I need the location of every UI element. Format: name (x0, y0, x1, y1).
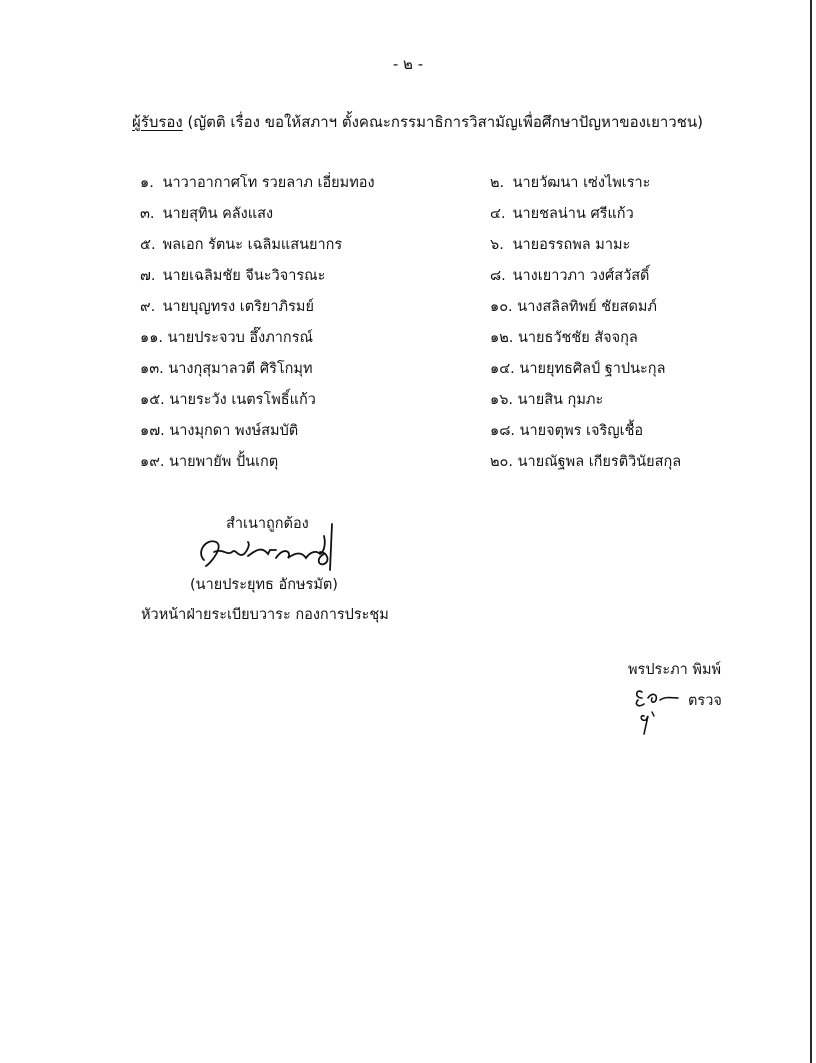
endorser-number: ๖. (490, 237, 504, 253)
endorser-number: ๑๐. (490, 299, 513, 315)
endorser-name: นายประจวบ อึ๊งภากรณ์ (167, 330, 313, 346)
endorser-number: ๙. (140, 299, 156, 315)
heading-label: ผู้รับรอง (132, 113, 183, 131)
typist-line: พรประภา พิมพ์ (628, 662, 722, 678)
signer-title: หัวหน้าฝ่ายระเบียบวาระ กองการประชุม (141, 607, 389, 623)
heading-text: (ญัตติ เรื่อง ขอให้สภาฯ ตั้งคณะกรรมาธิการวิสามัญเพื่อศึกษาปัญหาของเยาวชน) (187, 113, 703, 131)
scan-edge-line (810, 0, 812, 1063)
endorser-item (140, 203, 375, 234)
endorser-name: นายสิน กุมภะ (517, 392, 604, 408)
endorser-name: นายธวัชชัย สัจจกุล (517, 330, 638, 346)
endorser-item (490, 296, 681, 327)
endorser-item (490, 234, 681, 265)
endorser-name: นายยุทธศิลป์ ฐาปนะกุล (519, 361, 666, 377)
endorser-number: ๒๐. (490, 454, 514, 470)
endorser-name: นางสลิลทิพย์ ชัยสดมภ์ (517, 299, 657, 315)
endorser-item (140, 358, 375, 389)
checker-label: ตรวจ (688, 693, 722, 709)
endorser-name: นายจตุพร เจริญเชื้อ (519, 423, 644, 439)
endorser-number: ๑๙. (140, 454, 165, 470)
endorser-item (140, 451, 375, 482)
signer-name: (นายประยุทธ อักษรมัต) (190, 577, 338, 593)
endorser-item (140, 389, 375, 420)
endorser-number: ๑๑. (140, 330, 164, 346)
endorser-item (490, 451, 681, 482)
endorser-list-left (140, 172, 375, 482)
endorser-item (490, 172, 681, 203)
endorser-name: นาวาอากาศโท รวยลาภ เอี่ยมทอง (162, 175, 375, 191)
endorser-number: ๑๗. (140, 423, 165, 439)
endorser-number: ๑๒. (490, 330, 514, 346)
endorser-item (140, 234, 375, 265)
endorser-name: นายวัฒนา เซ่งไพเราะ (512, 175, 651, 191)
endorser-item (140, 265, 375, 296)
endorser-item (490, 327, 681, 358)
endorser-list-right (490, 172, 681, 482)
endorser-item (490, 203, 681, 234)
endorser-number: ๔. (490, 206, 506, 222)
endorser-number: ๑๓. (140, 361, 164, 377)
endorser-name: นายชลน่าน ศรีแก้ว (512, 206, 634, 222)
endorser-number: ๘. (490, 268, 506, 284)
endorser-name: นางมุกดา พงษ์สมบัติ (169, 423, 299, 439)
endorser-name: พลเอก รัตนะ เฉลิมแสนยากร (162, 237, 343, 253)
endorser-name: นางกุสุมาลวตี ศิริโกมุท (168, 361, 313, 377)
endorser-item (140, 420, 375, 451)
checker-initials-image (632, 684, 680, 736)
document-heading (132, 110, 703, 134)
endorser-number: ๑๕. (140, 392, 165, 408)
endorser-number: ๕. (140, 237, 156, 253)
endorser-name: นายสุทิน คลังแสง (162, 206, 274, 222)
endorser-number: ๗. (140, 268, 156, 284)
endorser-item (140, 296, 375, 327)
endorser-item (490, 389, 681, 420)
endorser-item (140, 172, 375, 203)
certified-copy-label: สำเนาถูกต้อง (226, 516, 309, 532)
endorser-item (490, 358, 681, 389)
endorser-name: นายณัฐพล เกียรติวินัยสกุล (517, 454, 682, 470)
endorser-number: ๑๖. (490, 392, 514, 408)
signature-image (192, 522, 352, 574)
endorser-name: นายอรรถพล มามะ (512, 237, 631, 253)
endorser-number: ๑. (140, 175, 154, 191)
endorser-item (490, 420, 681, 451)
endorser-name: นายเฉลิมชัย จีนะวิจารณะ (162, 268, 326, 284)
page-number: - ๒ - (392, 55, 424, 73)
endorser-number: ๒. (490, 175, 505, 191)
endorser-name: นายบุญทรง เตริยาภิรมย์ (162, 299, 314, 315)
endorser-number: ๑๔. (490, 361, 515, 377)
endorser-name: นายพายัพ ปั้นเกตุ (169, 454, 279, 470)
endorser-number: ๓. (140, 206, 155, 222)
endorser-name: นายระวัง เนตรโพธิ์แก้ว (169, 392, 316, 408)
endorser-number: ๑๘. (490, 423, 515, 439)
endorser-item (490, 265, 681, 296)
endorser-name: นางเยาวภา วงศ์สวัสดิ์ (512, 268, 650, 284)
endorser-item (140, 327, 375, 358)
